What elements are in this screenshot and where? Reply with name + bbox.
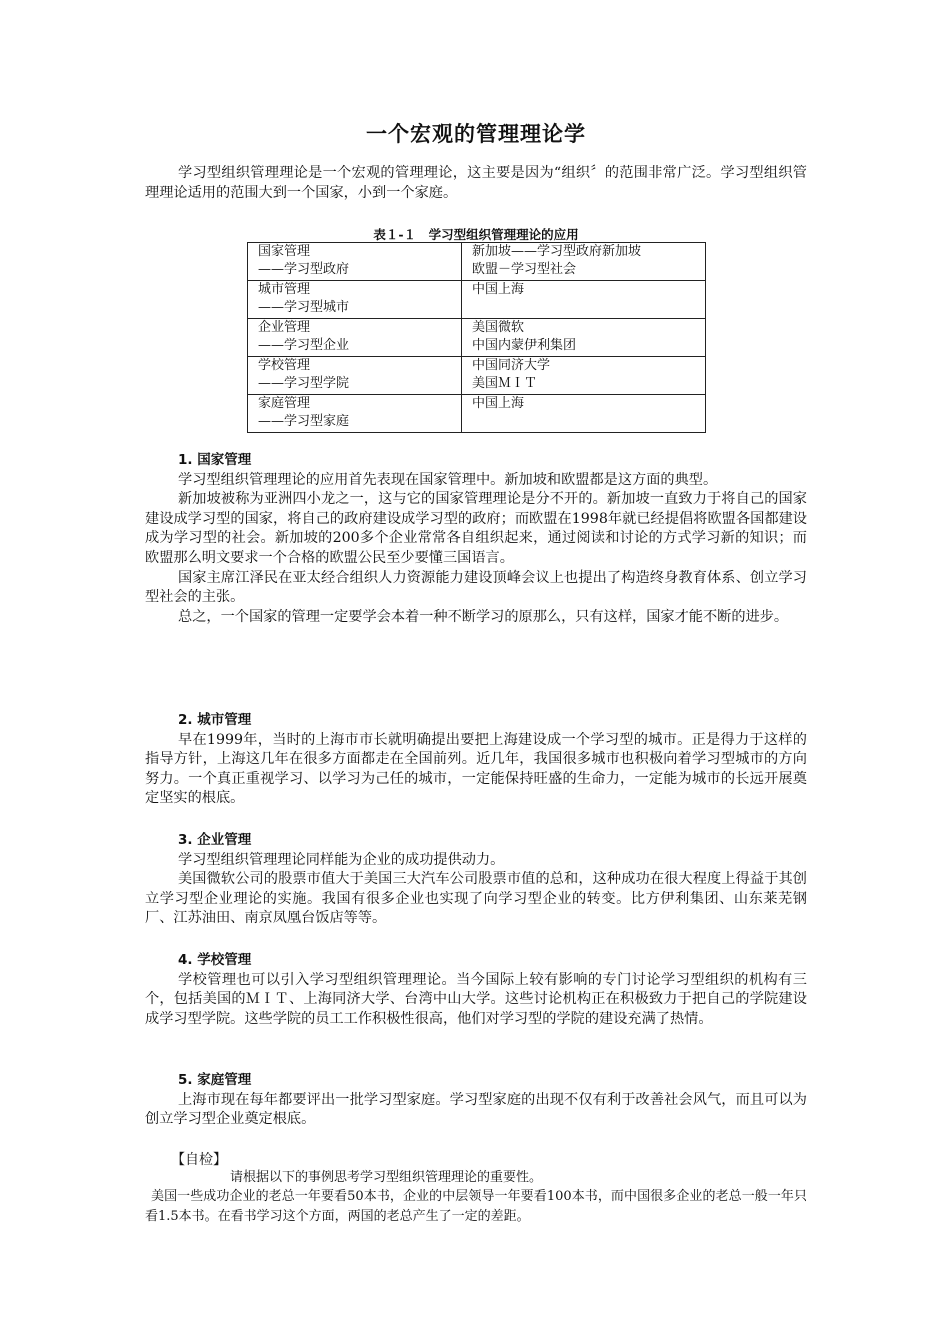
self-check-question: 请根据以下的事例思考学习型组织管理理论的重要性。 <box>230 1170 543 1185</box>
table-row <box>248 357 706 395</box>
section-heading: 2. 城市管理 <box>178 712 252 728</box>
self-check <box>145 1151 807 1226</box>
application-table <box>247 242 706 433</box>
paragraph: 学习型组织管理理论的应用首先表现在国家管理中。新加坡和欧盟都是这方面的典型。 <box>178 471 718 488</box>
section-heading: 4. 学校管理 <box>178 952 252 968</box>
paragraph: 学习型组织管理理论同样能为企业的成功提供动力。 <box>178 851 505 868</box>
table-row <box>248 243 706 281</box>
table-cell: 家庭管理 ——学习型家庭 <box>248 395 462 433</box>
table-row <box>248 319 706 357</box>
table-row <box>248 395 706 433</box>
paragraph: 早在1999年，当时的上海市市长就明确提出要把上海建设成一个学习型的城市。正是得力于这样的指导方针，上海这几年在很多方面都走在全国前列。近几年，我国很多城市也积极向着学习型城市的方向努力。一个真正重视学习、以学习为己任的城市，一定能保持旺盛的生命力，一定能为城市的长远开展奠定坚实的根底。 <box>145 731 807 807</box>
table-row <box>248 281 706 319</box>
section-heading: 1. 国家管理 <box>178 452 252 468</box>
table-cell: 中国上海 <box>462 281 706 319</box>
intro-paragraph: 学习型组织管理理论是一个宏观的管理理论，这主要是因为“组织〞的范围非常广泛。学习型组织管理理论适用的范围大到一个国家，小到一个家庭。 <box>145 165 807 201</box>
table-cell: 学校管理 ——学习型学院 <box>248 357 462 395</box>
table-cell: 企业管理 ——学习型企业 <box>248 319 462 357</box>
table-cell: 中国同济大学 美国ＭＩＴ <box>462 357 706 395</box>
paragraph: 学校管理也可以引入学习型组织管理理论。当今国际上较有影响的专门讨论学习型组织的机构有三个，包括美国的ＭＩＴ、上海同济大学、台湾中山大学。这些讨论机构正在积极致力于把自己的学院建设成学习型学院。这些学院的员工工作积极性很高，他们对学习型的学院的建设充满了热情。 <box>145 971 807 1027</box>
table-caption: 表１-１ 学习型组织管理理论的应用 <box>373 227 579 242</box>
table-cell: 城市管理 ——学习型城市 <box>248 281 462 319</box>
section-city <box>145 711 807 809</box>
paragraph: 新加坡被称为亚洲四小龙之一，这与它的国家管理理论是分不开的。新加坡一直致力于将自己的国家建设成学习型的国家，将自己的政府建设成学习型的政府；而欧盟在1998年就已经提倡将欧盟各国都建设成为学习型的社会。新加坡的200多个企业常常各自组织起来，通过阅读和讨论的方式学习新的知识；而欧盟那么明文要求一个合格的欧盟公民至少要懂三国语言。 <box>145 491 807 566</box>
table-cell: 美国微软 中国内蒙伊利集团 <box>462 319 706 357</box>
table-cell: 中国上海 <box>462 395 706 433</box>
table-cell: 新加坡——学习型政府新加坡 欧盟－学习型社会 <box>462 243 706 281</box>
paragraph: 美国微软公司的股票市值大于美国三大汽车公司股票市值的总和，这种成功在很大程度上得益于其创立学习型企业理论的实施。我国有很多企业也实现了向学习型企业的转变。比方伊利集团、山东莱芜钢厂、江苏油田、南京凤凰台饭店等等。 <box>145 871 807 927</box>
self-check-body: 美国一些成功企业的老总一年要看50本书，企业的中层领导一年要看100本书，而中国很多企业的老总一般一年只看1.5本书。在看书学习这个方面，两国的老总产生了一定的差距。 <box>145 1189 807 1224</box>
section-heading: 5. 家庭管理 <box>178 1072 252 1088</box>
paragraph: 总之，一个国家的管理一定要学会本着一种不断学习的原那么，只有这样，国家才能不断的进步。 <box>178 608 789 625</box>
section-national <box>145 451 807 627</box>
table-cell: 国家管理 ——学习型政府 <box>248 243 462 281</box>
section-family <box>145 1071 807 1130</box>
section-school <box>145 951 807 1029</box>
page-title: 一个宏观的管理理论学 <box>366 122 586 146</box>
paragraph: 国家主席江泽民在亚太经合组织人力资源能力建设顶峰会议上也提出了构造终身教育体系、创立学习型社会的主张。 <box>145 569 807 606</box>
section-heading: 3. 企业管理 <box>178 832 252 848</box>
section-enterprise <box>145 831 807 929</box>
self-check-heading: 【自检】 <box>171 1152 227 1168</box>
paragraph: 上海市现在每年都要评出一批学习型家庭。学习型家庭的出现不仅有利于改善社会风气，而且可以为创立学习型企业奠定根底。 <box>145 1091 807 1128</box>
